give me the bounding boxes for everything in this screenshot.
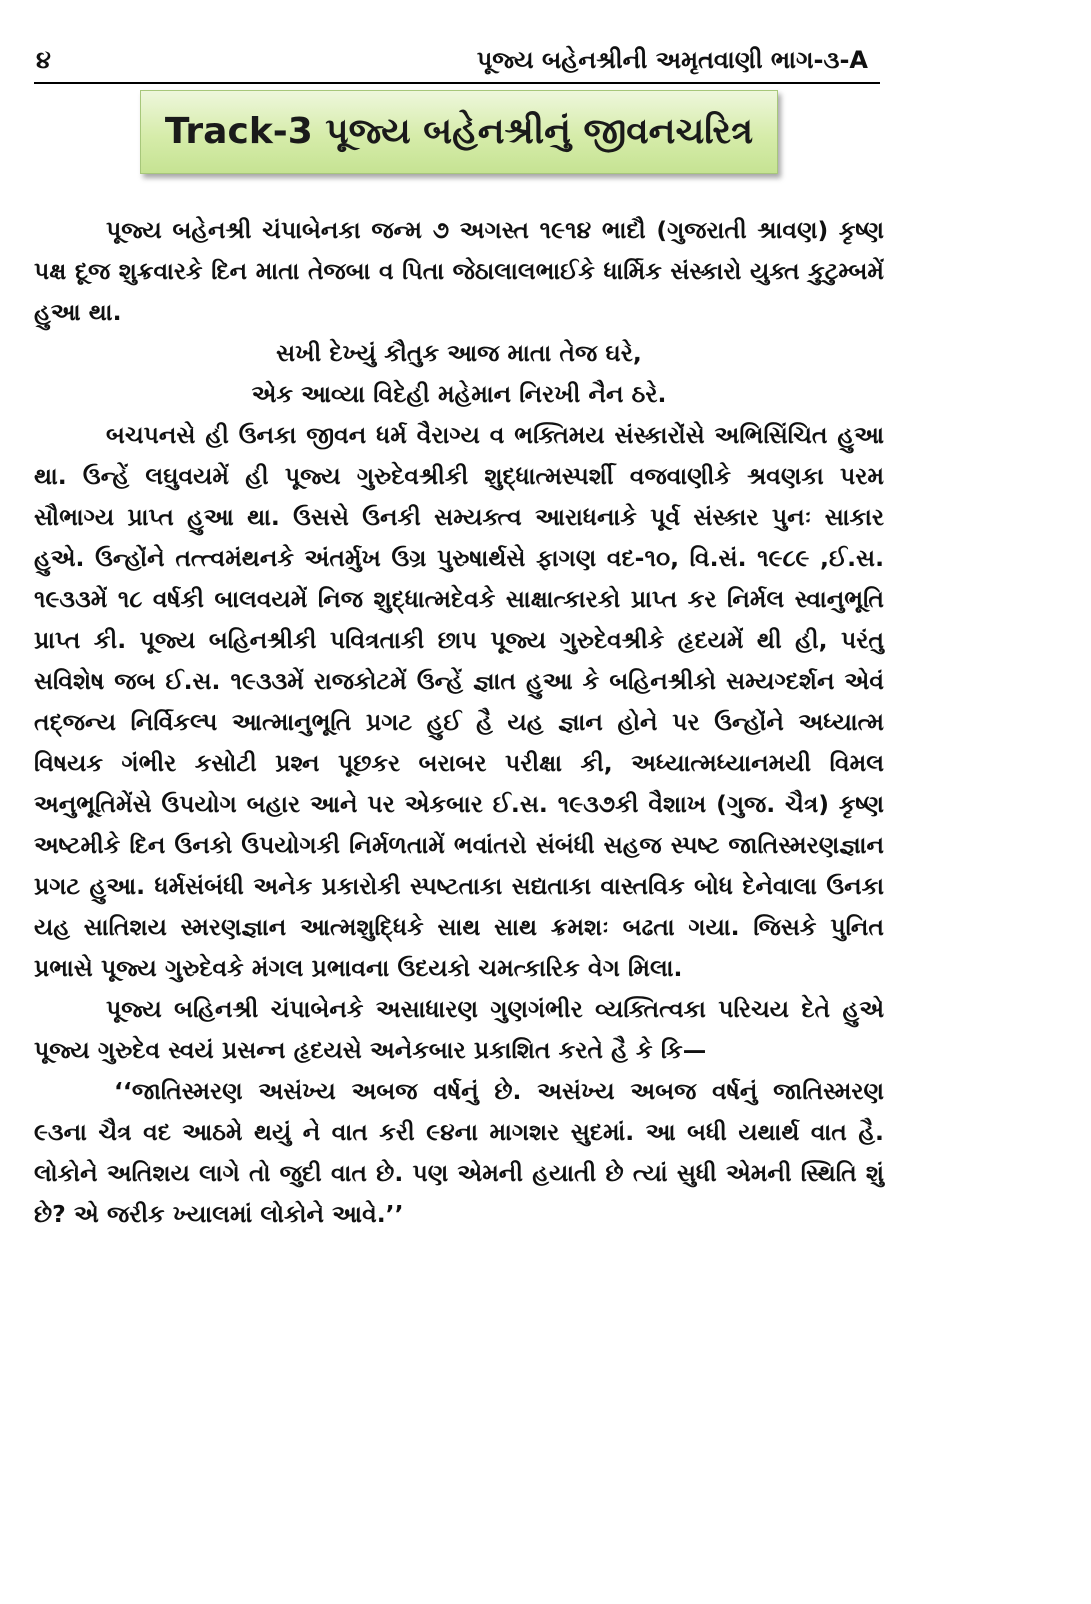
running-header [34,42,880,84]
verse-line: એક આવ્યા વિદેહી મહેમાન નિરખી નૈન ઠરે. [251,380,667,408]
paragraph-gurudev: પૂજ્ય બહિનશ્રી ચંપાબેનકે અસાધારણ ગુણગંભીર વ્યક્તિત્વકા પરિચય દેતે હુએ પૂજ્ય ગુરુદેવ સ્વયં પ્રસન્ન હૃદયસે અનેકબાર પ્રકાશિત કરતે હૈ કે કિ— [34,995,884,1064]
paragraph-birth: પૂજ્ય બહેનશ્રી ચંપાબેનકા જન્મ ૭ અગસ્ત ૧૯૧૪ ભાદૌ (ગુજરાતી શ્રાવણ) કૃષ્ણ પક્ષ દૂજ શુક્રવારકે દિન માતા તેજબા વ પિતા જેઠાલાલભાઈકે ધાર્મિક સંસ્કારો યુક્ત કુટુમ્બમેં હુઆ થા. [34,216,884,326]
paragraph-quote: ‘‘જાતિસ્મરણ અસંખ્ય અબજ વર્ષનું છે. અસંખ્ય અબજ વર્ષનું જાતિસ્મરણ ૯૩ના ચૈત્ર વદ આઠમે થયું ને વાત કરી ૯૪ના માગશર સુદમાં. આ બધી યથાર્થ વાત હૈ. લોકોને અતિશય લાગે તો જુદી વાત છે. પણ એમની હયાતી છે ત્યાં સુધી એમની સ્થિતિ શું છે? એ જરીક ખ્યાલમાં લોકોને આવે.’’ [34,1077,884,1228]
verse-line: સખી દેખ્યું કૌતુક આજ માતા તેજ ઘરે, [276,339,642,367]
page-number: ૪ [36,46,51,74]
verse [34,333,884,415]
track-title-box [140,90,778,174]
body-text [34,210,884,1235]
paragraph-childhood: બચપનસે હી ઉનકા જીવન ધર્મ વૈરાગ્ય વ ભક્તિમય સંસ્કારોંસે અભિસિંચિત હુઆ થા. ઉન્હેં લઘુવયમેં હી પૂજ્ય ગુરુદેવશ્રીકી શુદ્ધાત્મસ્પર્શી વજવાણીકે શ્રવણકા પરમ સૌભાગ્ય પ્રાપ્ત હુઆ થા. ઉસસે ઉનકી સમ્યક્ત્વ આરાધનાકે પૂર્વ સંસ્કાર પુનઃ સાકાર હુએ. ઉન્હોંને તત્ત્વમંથનકે અંતર્મુખ ઉગ્ર પુરુષાર્થસે ફાગણ વદ-૧૦, વિ.સં. ૧૯૮૯ ,ઈ.સ. ૧૯૩૩મેં ૧૮ વર્ષકી બાલવયમેં નિજ શુદ્ધાત્મદેવકે સાક્ષાત્કારકો પ્રાપ્ત કર નિર્મલ સ્વાનુભૂતિ પ્રાપ્ત કી. પૂજ્ય બહિનશ્રીકી પવિત્રતાકી છાપ પૂજ્ય ગુરુદેવશ્રીકે હૃદયમેં થી હી, પરંતુ સવિશેષ જબ ઈ.સ. ૧૯૩૩મેં રાજકોટમેં ઉન્હેં જ્ઞાત હુઆ કે બહિનશ્રીકો સમ્યગ્દર્શન એવં તદ્જન્ય નિર્વિકલ્પ આત્માનુભૂતિ પ્રગટ હુઈ હૈ યહ જ્ઞાન હોને પર ઉન્હોંને અધ્યાત્મ વિષયક ગંભીર કસોટી પ્રશ્ન પૂછકર બરાબર પરીક્ષા કી, અધ્યાત્મધ્યાનમયી વિમલ અનુભૂતિમેંસે ઉપયોગ બહાર આને પર એકબાર ઈ.સ. ૧૯૩૭કી વૈશાખ (ગુજ. ચૈત્ર) કૃષ્ણ અષ્ટમીકે દિન ઉનકો ઉપયોગકી નિર્મળતામેં ભવાંતરો સંબંધી સહજ સ્પષ્ટ જાતિસ્મરણજ્ઞાન પ્રગટ હુઆ. ધર્મસંબંધી અનેક પ્રકારોકી સ્પષ્ટતાકા સદ્યતાકા વાસ્તવિક બોધ દેનેવાલા ઉનકા યહ સાતિશય સ્મરણજ્ઞાન આત્મશુદ્ધિકે સાથ સાથ ક્રમશઃ બઢતા ગયા. જિસકે પુનિત પ્રભાસે પૂજ્ય ગુરુદેવકે મંગલ પ્રભાવના ઉદયકો ચમત્કારિક વેગ મિલા. [34,421,884,982]
track-title: Track-3 પૂજ્ય બહેનશ્રીનું જીવનચરિત્ર [164,111,754,152]
book-title: પૂજ્ય બહેનશ્રીની અમૃતવાણી ભાગ-૩-A [476,46,868,74]
